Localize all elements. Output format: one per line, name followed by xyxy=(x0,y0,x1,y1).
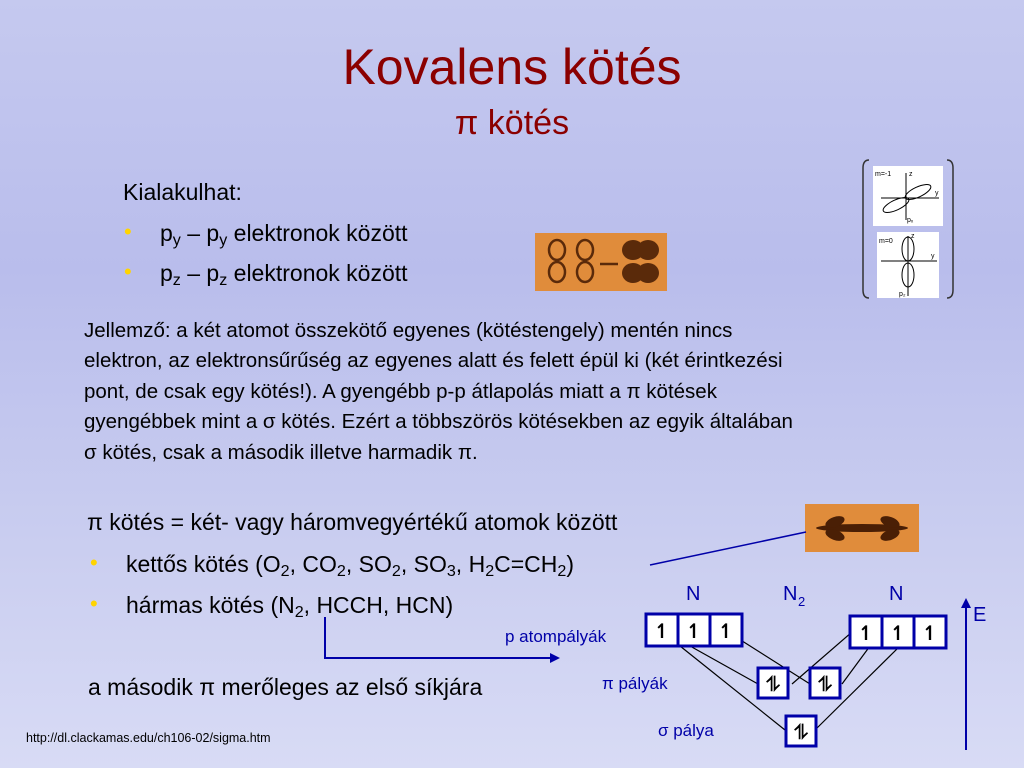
right-atom-label: N xyxy=(889,583,904,605)
perpendicular-note: a második π merőleges az első síkjára xyxy=(88,674,483,700)
pi-bond-heading: π kötés = két- vagy háromvegyértékű atomok között xyxy=(87,509,618,535)
arrow-head xyxy=(550,653,560,663)
pi-orbitals-label: π pályák xyxy=(602,674,668,693)
paragraph-line: elektron, az elektronsűrűség az egyenes alatt és felett épül ki (két érintkezési xyxy=(84,349,783,373)
pointer-line xyxy=(650,532,806,565)
left-atom-label: N xyxy=(686,583,701,605)
electron-pair: ⥮ xyxy=(817,672,833,696)
paragraph-line: pont, de csak egy kötés!). A gyengébb p-p átlapolás miatt a π kötések xyxy=(84,379,717,403)
energy-label: E xyxy=(973,604,987,626)
source-url: http://dl.clackamas.edu/ch106-02/sigma.htm xyxy=(26,731,271,745)
molecule-label: N xyxy=(783,583,798,605)
bullet-pz: • $p_z - p_z$ elektronok között xyxy=(124,259,408,289)
electron-up: ↿ xyxy=(921,621,939,645)
bullet-dot: • xyxy=(124,219,132,244)
orbital-px-label: pₓ xyxy=(907,217,914,224)
electron-up: ↿ xyxy=(889,621,907,645)
molecule-label-sub: 2 xyxy=(798,594,806,609)
orbital-m-zero: m=0 xyxy=(879,238,893,245)
double-bond-item: • kettős kötés ($O_2$, $CO_2$, $SO_2$, $SO_3$, $H_2C=CH_2$) xyxy=(90,550,575,580)
electron-up: ↿ xyxy=(653,619,671,643)
orbital-axis-y-top: y xyxy=(935,190,939,197)
paragraph-line: Jellemző: a két atomot összekötő egyenes (kötéstengely) mentén nincs xyxy=(84,319,733,342)
bullet-dot: • xyxy=(90,591,98,616)
electron-pair: ⥮ xyxy=(793,720,809,744)
paragraph-line: gyengébbek mint a σ kötés. Ezért a többszörös kötésekben az egyik általában xyxy=(84,410,793,434)
electron-up: ↿ xyxy=(857,621,875,645)
orbital-axis-y-bottom: y xyxy=(931,253,935,260)
slide-title: Kovalens kötés xyxy=(342,39,682,95)
energy-axis-arrow xyxy=(961,598,971,608)
intro-label: Kialakulhat: xyxy=(123,179,242,205)
bullet-dot: • xyxy=(124,259,132,284)
paragraph-line: σ kötés, csak a második illetve harmadik π. xyxy=(84,440,478,464)
electron-up: ↿ xyxy=(717,619,735,643)
orbital-m-minus-one: m=-1 xyxy=(875,171,892,178)
orbital-axis-z-bottom: z xyxy=(911,233,915,240)
orbital-axis-z-top: z xyxy=(909,171,913,178)
slide-subtitle: π kötés xyxy=(454,104,570,142)
sigma-orbital-label: σ pálya xyxy=(658,721,714,740)
orbital-pz-label: p₂ xyxy=(899,291,906,298)
bullet-dot: • xyxy=(90,550,98,575)
triple-bond-item: • hármas kötés ($N_2$, HCCH, HCN) xyxy=(90,591,454,621)
electron-pair: ⥮ xyxy=(765,672,781,696)
bullet-py: • $p_y - p_y$ elektronok között xyxy=(124,219,408,249)
electron-up: ↿ xyxy=(685,619,703,643)
p-orbitals-label: p atompályák xyxy=(505,627,607,646)
